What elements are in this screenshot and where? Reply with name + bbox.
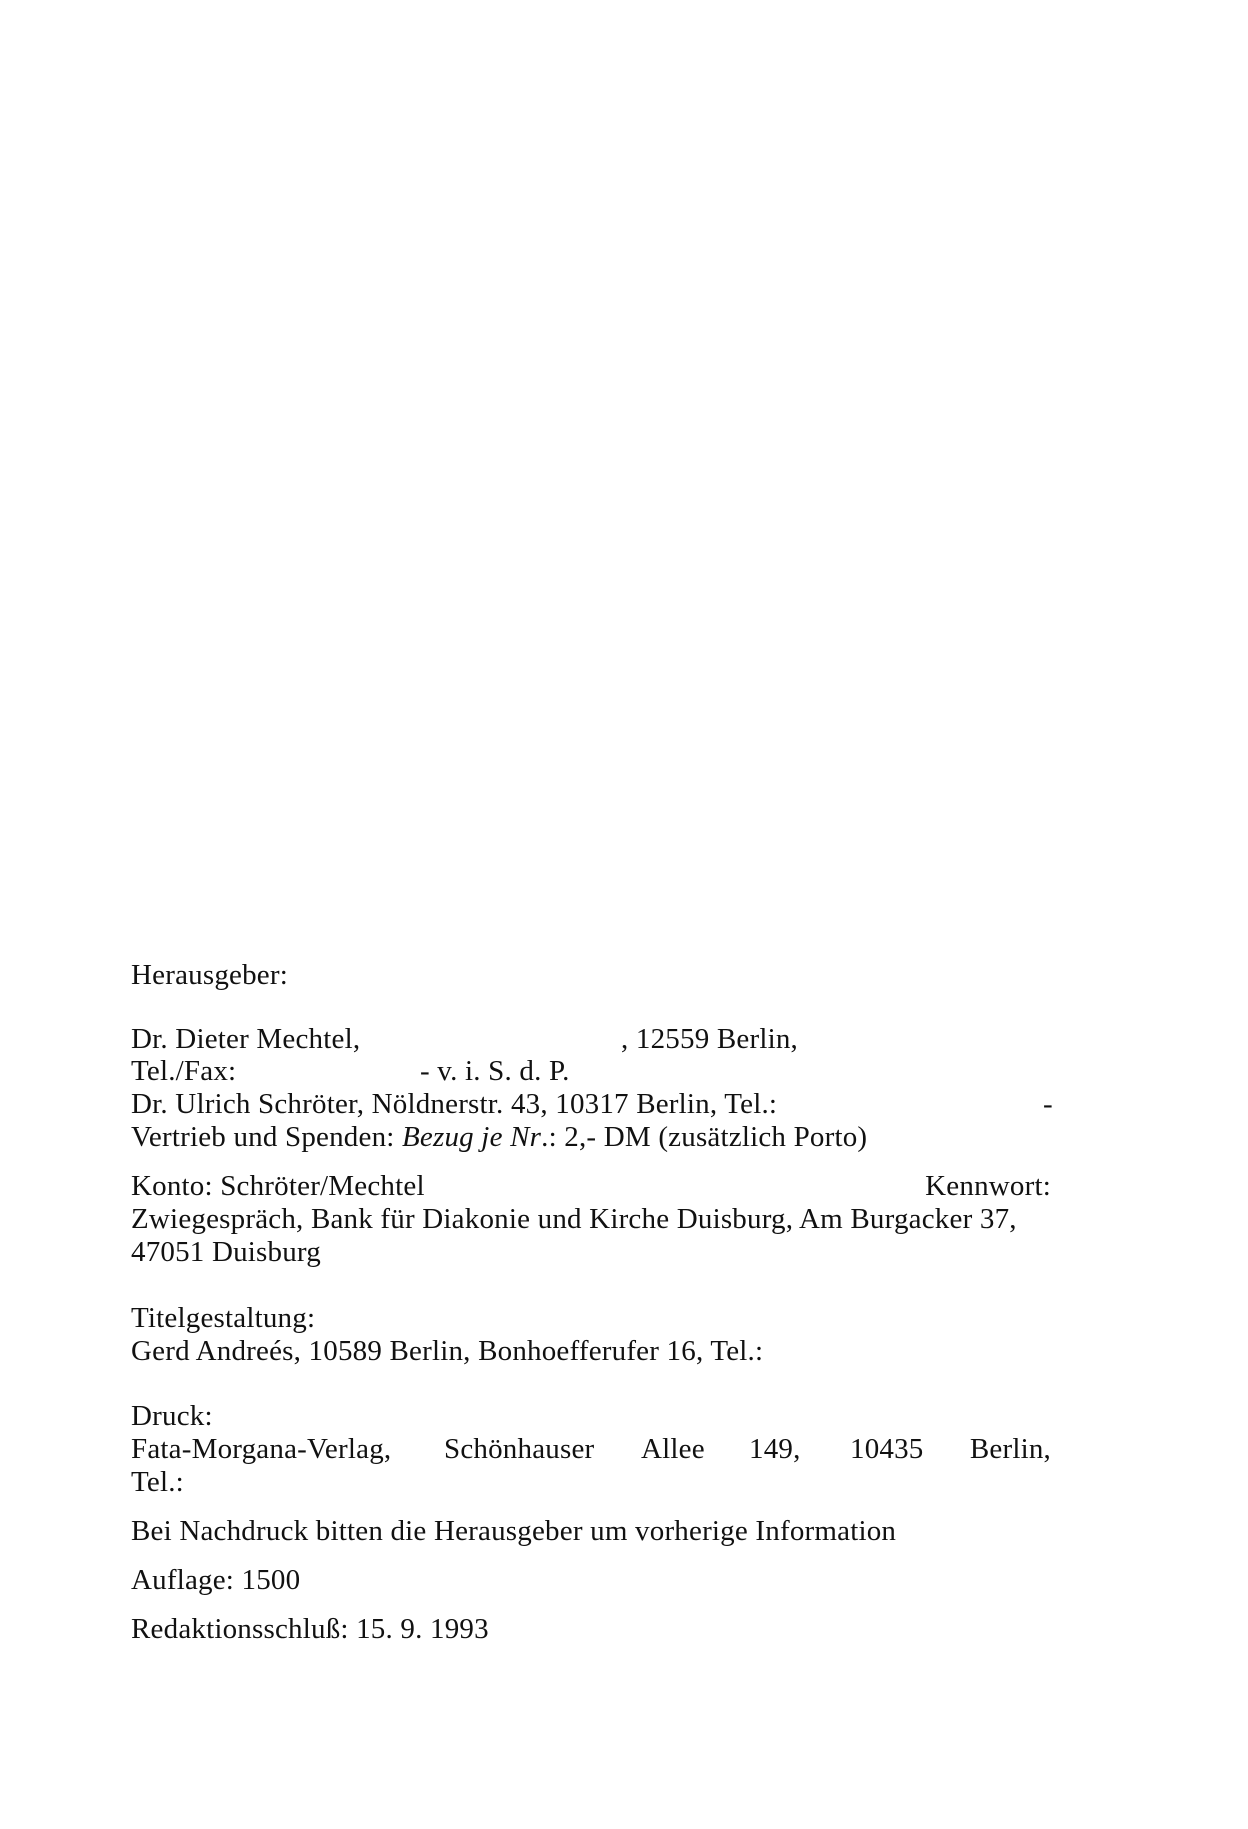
print-word-5: 10435 — [850, 1433, 924, 1465]
print-tel: Tel.: — [131, 1466, 184, 1498]
publisher-name: Dr. Dieter Mechtel, — [131, 1023, 361, 1055]
editorial-deadline: Redaktionsschluß: 15. 9. 1993 — [131, 1613, 489, 1645]
print-word-2: Schönhauser — [444, 1433, 595, 1465]
print-word-4: 149, — [749, 1433, 801, 1465]
account-label: Konto: Schröter/Mechtel — [131, 1170, 425, 1202]
price-value: .: 2,- DM (zusätzlich Porto) — [541, 1121, 868, 1153]
distribution-label: Vertrieb und Spenden: — [131, 1121, 402, 1153]
tel-fax-label: Tel./Fax: — [131, 1055, 237, 1087]
publisher-city: , 12559 Berlin, — [621, 1023, 798, 1055]
title-design-heading: Titelgestaltung: — [131, 1302, 316, 1334]
second-publisher: Dr. Ulrich Schröter, Nöldnerstr. 43, 10317 Berlin, Tel.: — [131, 1088, 778, 1120]
reprint-note: Bei Nachdruck bitten die Herausgeber um vorherige Information — [131, 1515, 897, 1547]
publisher-heading: Herausgeber: — [131, 959, 288, 991]
circulation: Auflage: 1500 — [131, 1564, 301, 1596]
print-heading: Druck: — [131, 1400, 213, 1432]
account-line-3: 47051 Duisburg — [131, 1236, 321, 1268]
responsibility-note: - v. i. S. d. P. — [420, 1055, 570, 1087]
distribution-line — [131, 1120, 867, 1154]
price-label: Bezug je Nr — [401, 1121, 542, 1153]
keyword-label: Kennwort: — [925, 1170, 1051, 1202]
account-line-2: Zwiegespräch, Bank für Diakonie und Kirche Duisburg, Am Burgacker 37, — [131, 1203, 1017, 1235]
print-word-6: Berlin, — [969, 1433, 1051, 1465]
title-design-line: Gerd Andreés, 10589 Berlin, Bonhoefferufer 16, Tel.: — [131, 1335, 764, 1367]
print-word-1: Fata-Morgana-Verlag, — [131, 1433, 392, 1465]
line3-dash: - — [1043, 1088, 1053, 1120]
print-word-3: Allee — [641, 1433, 705, 1465]
